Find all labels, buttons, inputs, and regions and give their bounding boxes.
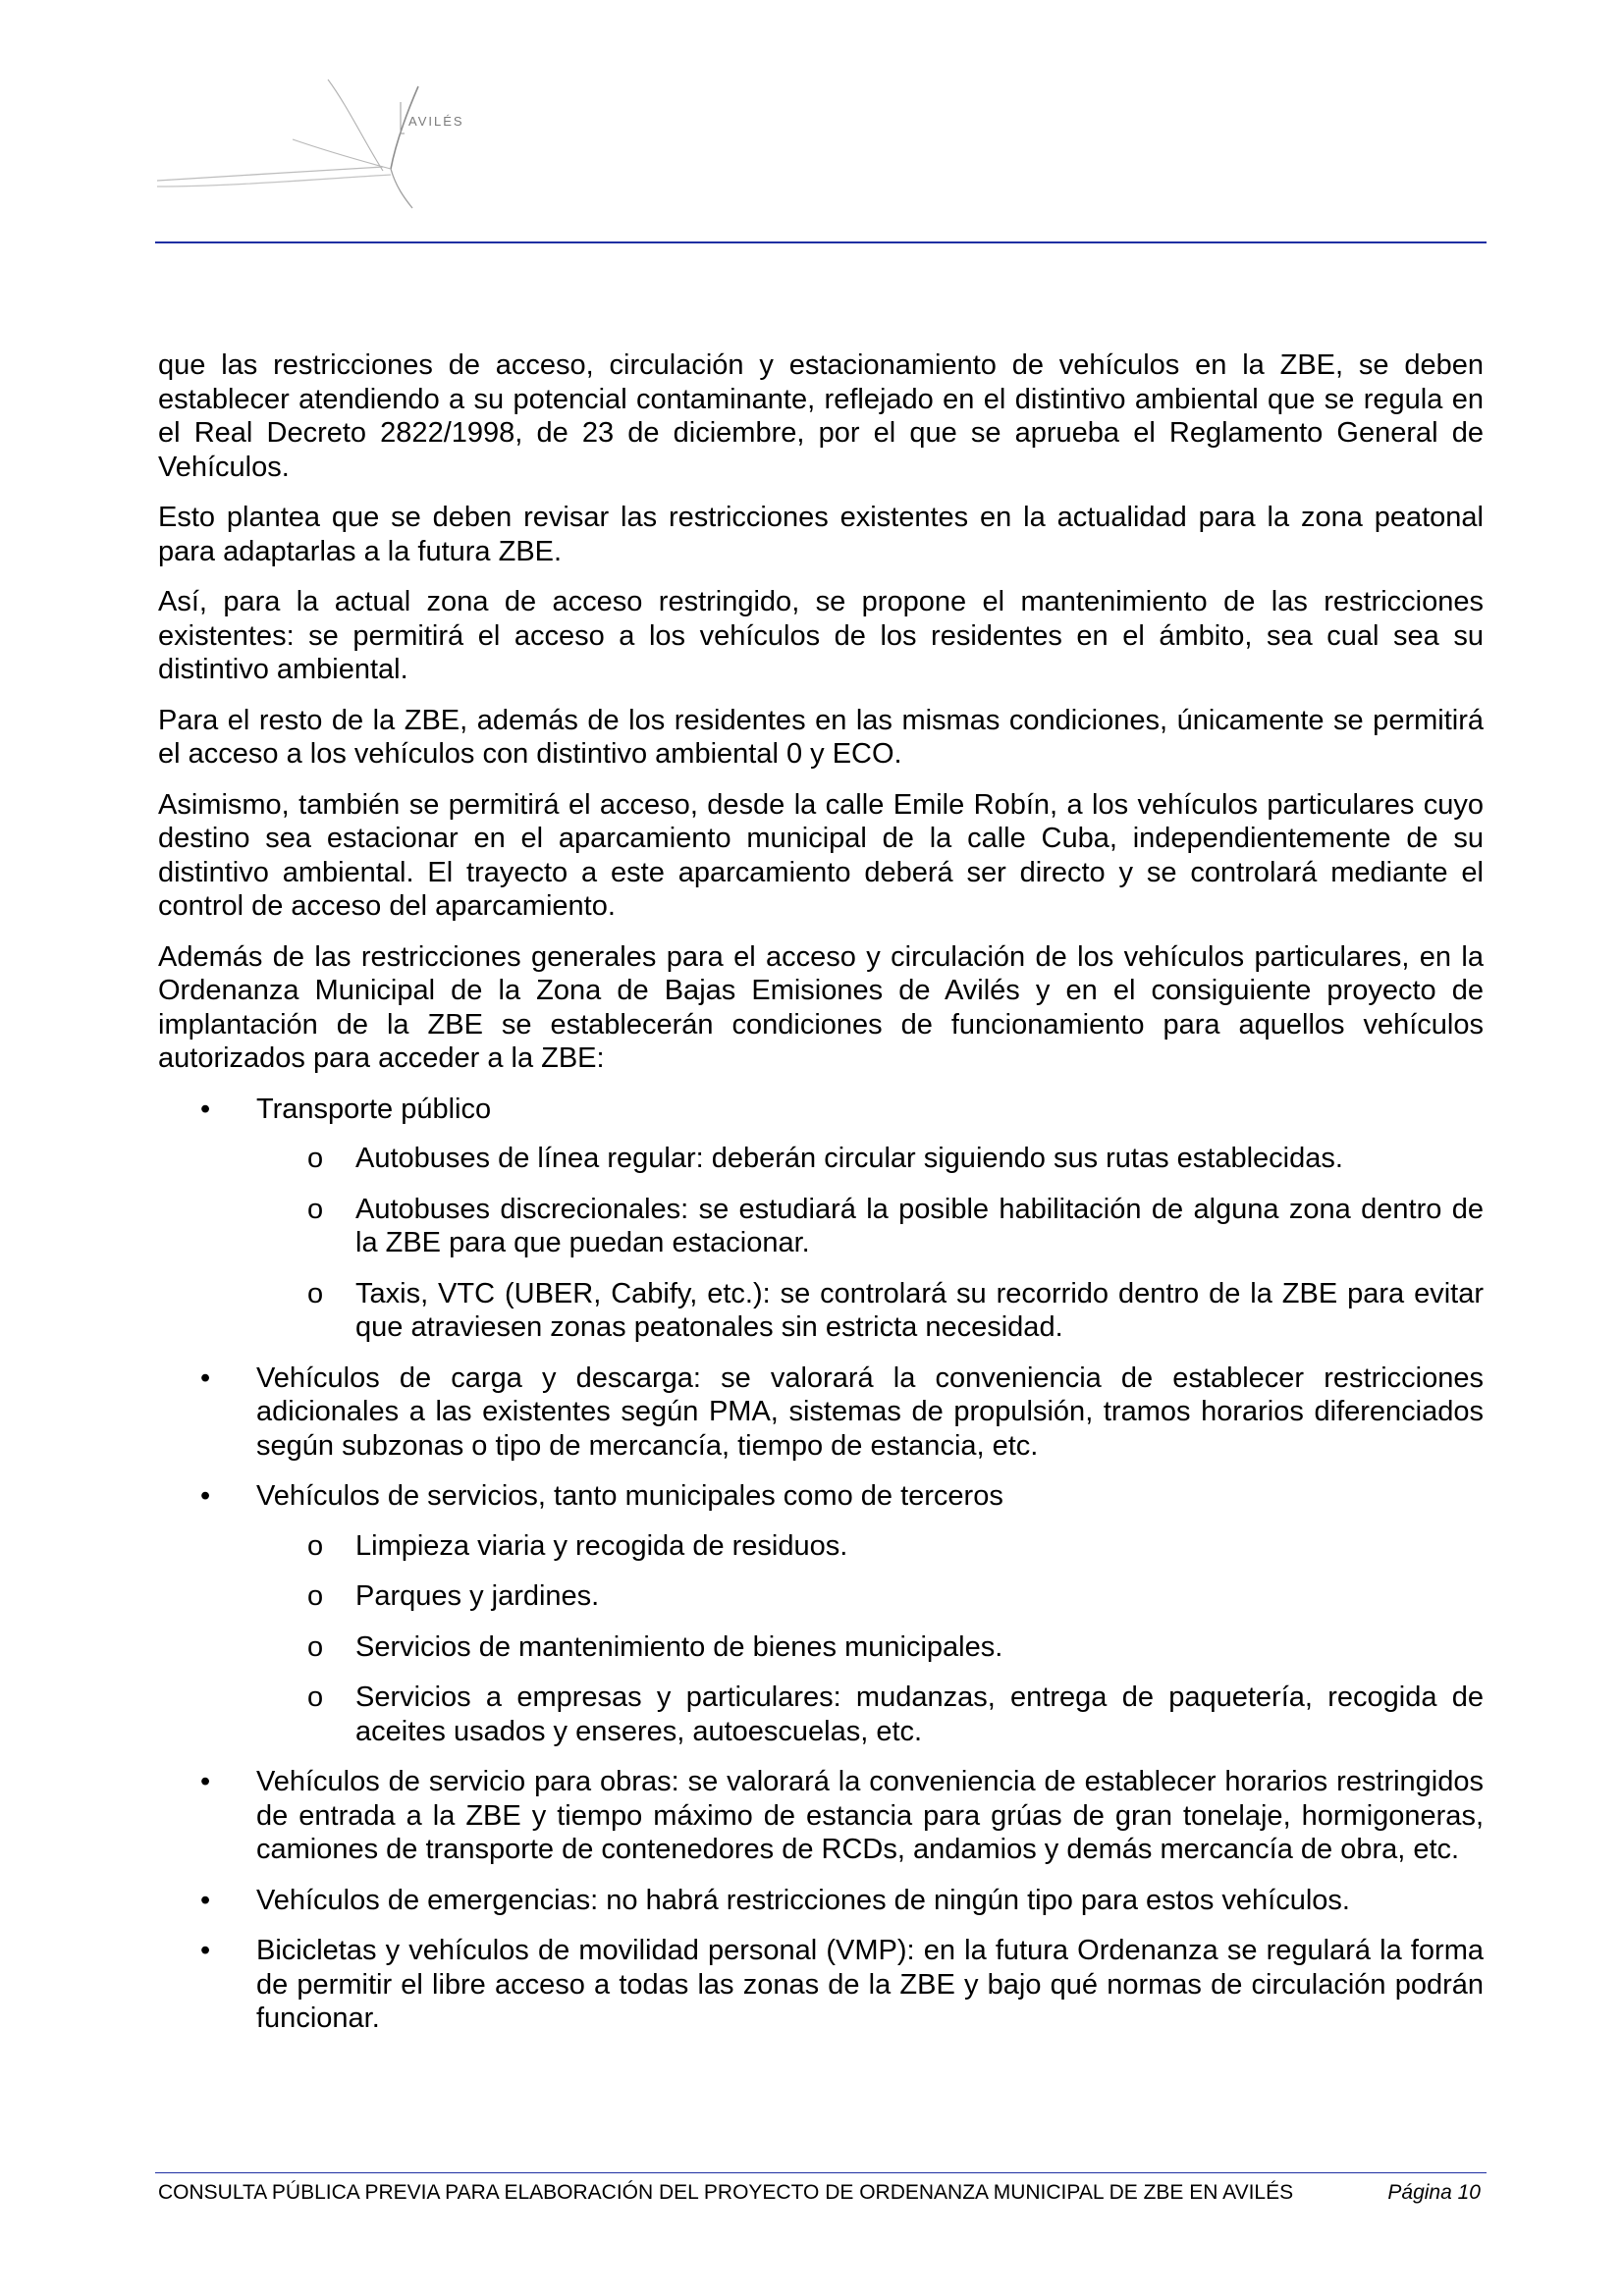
bullet-construction-vehicles <box>158 1765 1484 1867</box>
bullet-service-vehicles <box>158 1479 1484 1748</box>
sub-item <box>256 1681 1484 1748</box>
sub-item <box>256 1142 1484 1176</box>
sub-text: Autobuses de línea regular: deberán circular siguiendo sus rutas establecidas. <box>355 1143 1343 1174</box>
aviles-logo <box>155 77 469 209</box>
sub-marker: o <box>307 1529 324 1562</box>
sub-text: Limpieza viaria y recogida de residuos. <box>355 1529 848 1562</box>
sub-text: Autobuses discrecionales: se estudiará la posible habilitación de alguna zona dentro de la ZBE para que puedan estacionar. <box>355 1193 1484 1258</box>
sub-marker: o <box>307 1193 324 1225</box>
sub-marker: o <box>307 1630 324 1663</box>
bullet-marker: • <box>200 1935 211 1966</box>
sub-item <box>256 1193 1484 1260</box>
bullet-text: Transporte público <box>256 1093 492 1125</box>
body-paragraph: Esto plantea que se deben revisar las restricciones existentes en la actualidad para la zona peatonal para adaptarlas a la futura ZBE. <box>158 502 1484 567</box>
bullet-public-transport <box>158 1093 1484 1345</box>
header-rule <box>155 241 1487 243</box>
bullet-marker: • <box>200 1362 211 1394</box>
body-paragraph: Además de las restricciones generales para el acceso y circulación de los vehículos particulares, en la Ordenanza Municipal de la Zona de Bajas Emisiones de Avilés y en el consiguiente proyecto de implantación de la ZBE se establecerán condiciones de funcionamiento para aquellos vehículos autorizados para acceder a la ZBE: <box>158 940 1484 1074</box>
sub-list <box>256 1142 1484 1345</box>
sub-item <box>256 1630 1484 1665</box>
body-paragraph: que las restricciones de acceso, circulación y estacionamiento de vehículos en la ZBE, se deben establecer atendiendo a su potencial contaminante, reflejado en el distintivo ambiental que se regula en el Real Decreto 2822/1998, de 23 de diciembre, por el que se aprueba el Reglamento General de Vehículos. <box>158 349 1484 483</box>
sub-item <box>256 1277 1484 1345</box>
sub-marker: o <box>307 1143 324 1174</box>
sub-text: Servicios a empresas y particulares: mudanzas, entrega de paquetería, recogida de aceites usados y enseres, autoescuelas, etc. <box>355 1682 1484 1747</box>
sub-marker: o <box>307 1682 324 1713</box>
footer-rule <box>155 2172 1487 2173</box>
body-paragraph: Para el resto de la ZBE, además de los residentes en las mismas condiciones, únicamente se permitirá el acceso a los vehículos con distintivo ambiental 0 y ECO. <box>158 704 1484 770</box>
sub-text: Parques y jardines. <box>355 1580 600 1612</box>
body-paragraph: Así, para la actual zona de acceso restringido, se propone el mantenimiento de las restricciones existentes: se permitirá el acceso a los vehículos de los residentes en el ámbito, sea cual sea su distintivo ambiental. <box>158 586 1484 685</box>
bullet-text: Vehículos de carga y descarga: se valorará la conveniencia de establecer restricciones adicionales a las existentes según PMA, sistemas de propulsión, tramos horarios diferenciados según subzonas o tipo de mercancía, tiempo de estancia, etc. <box>256 1362 1484 1462</box>
footer-title: CONSULTA PÚBLICA PREVIA PARA ELABORACIÓN DEL PROYECTO DE ORDENANZA MUNICIPAL DE ZBE EN AVILÉS <box>158 2181 1294 2204</box>
sub-text: Taxis, VTC (UBER, Cabify, etc.): se controlará su recorrido dentro de la ZBE para evitar que atraviesen zonas peatonales sin estricta necesidad. <box>355 1277 1484 1343</box>
page-number: Página 10 <box>1387 2181 1481 2204</box>
bullet-loading-vehicles <box>158 1362 1484 1464</box>
document-body <box>158 348 1484 2053</box>
bullet-bicycles-vmp <box>158 1934 1484 2036</box>
bullet-text: Vehículos de servicio para obras: se valorará la conveniencia de establecer horarios restringidos de entrada a la ZBE y tiempo máximo de estancia para grúas de gran tonelaje, hormigoneras, camiones de transporte de contenedores de RCDs, andamios y demás mercancía de obra, etc. <box>256 1766 1484 1865</box>
sub-item <box>256 1579 1484 1614</box>
bullet-emergency-vehicles <box>158 1884 1484 1918</box>
body-paragraph: Asimismo, también se permitirá el acceso, desde la calle Emile Robín, a los vehículos particulares cuyo destino sea estacionar en el aparcamiento municipal de la calle Cuba, independientemente de su distintivo ambiental. El trayecto a este aparcamiento deberá ser directo y se controlará mediante el control de acceso del aparcamiento. <box>158 788 1484 922</box>
bullet-marker: • <box>200 1480 211 1512</box>
bullet-text: Bicicletas y vehículos de movilidad personal (VMP): en la futura Ordenanza se regulará la forma de permitir el libre acceso a todas las zonas de la ZBE y bajo qué normas de circulación podrán funcionar. <box>256 1935 1484 2034</box>
bullet-text: Vehículos de servicios, tanto municipales como de terceros <box>256 1480 1003 1512</box>
sub-list <box>256 1529 1484 1749</box>
sub-item <box>256 1529 1484 1564</box>
logo-wordmark: AVILÉS <box>408 114 464 129</box>
sub-marker: o <box>307 1580 324 1612</box>
bullet-text: Vehículos de emergencias: no habrá restricciones de ningún tipo para estos vehículos. <box>256 1884 1350 1916</box>
bullet-marker: • <box>200 1884 211 1916</box>
sub-text: Servicios de mantenimiento de bienes municipales. <box>355 1630 1003 1663</box>
bullet-marker: • <box>200 1766 211 1797</box>
vehicle-category-list <box>158 1093 1484 2036</box>
bullet-marker: • <box>200 1093 211 1125</box>
sub-marker: o <box>307 1277 324 1309</box>
